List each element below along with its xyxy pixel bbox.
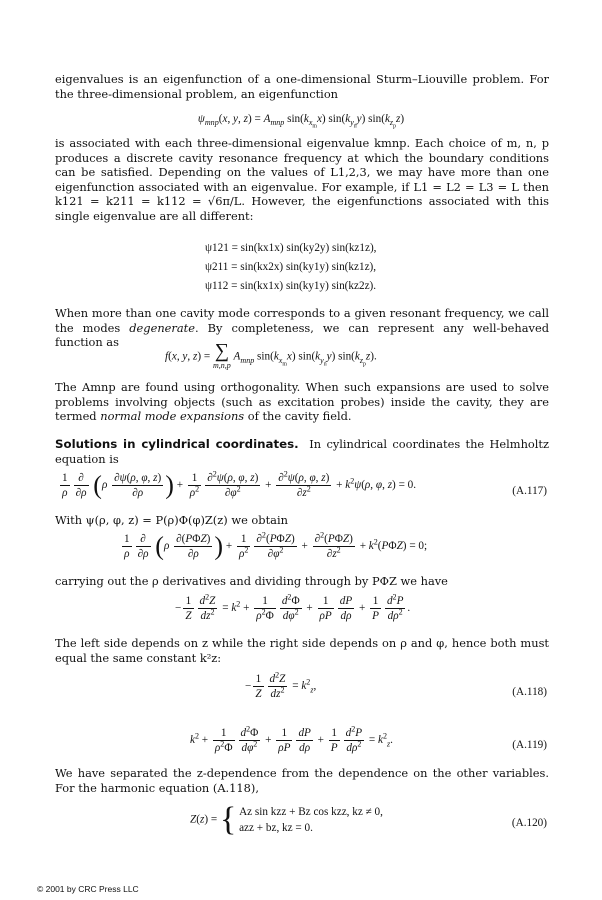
paragraph-carrying-out: carrying out the ρ derivatives and dividing through by PΦZ we have xyxy=(55,574,448,588)
paragraph-orthogonality xyxy=(55,380,549,424)
equation-case-2: azz + bz, kz = 0. xyxy=(239,822,313,834)
equation-divided: − $\frac{1}{Z}$ $\frac{d^2Z}{dz^2}$ = $k^2$ + $\frac{1}{\rho^2\Phi}$ $\frac{d^2\Phi}{d\varphi^2}$ + $\frac{1}{\rho P}$ $\frac{dP}{d\rho}$ + $\frac{1}{P}$ $\frac{d^2P}{d\rho^2}$ . xyxy=(175,592,411,622)
term-normal-mode-expansions: normal mode expansions xyxy=(100,409,245,424)
equation-helmholtz: $\frac{1}{\rho}$ $\frac{\partial}{\partial\rho}$ (ρ $\frac{\partial\psi(\rho, \varphi, z)}{\partial\rho}$ ) + $\frac{1}{\rho^2}$ $\frac{\partial^2\psi(\rho, \varphi, z)}{\partial\varphi^2}$ + $\frac{\partial^2\psi(\rho, \varphi, z)}{\partial z^2}$ + $k^2\psi(\rho$, φ, z) = 0. xyxy=(62,469,417,500)
paragraph-intro: eigenvalues is an eigenfunction of a one-dimensional Sturm–Liouville problem. For the three-dimensional problem, an eigenfunction xyxy=(55,72,549,101)
paragraph-cylindrical-text: In cylindrical coordinates the Helmholtz equation is xyxy=(55,437,550,466)
paragraph-orthogonality-part2: of the cavity field. xyxy=(247,409,352,424)
summation-limits: m,n,p xyxy=(212,361,231,370)
paragraph-separation: With ψ(ρ, φ, z) = P(ρ)Φ(φ)Z(z) we obtain xyxy=(55,513,288,527)
equation-number-a119: (A.119) xyxy=(512,739,547,751)
equation-cases xyxy=(239,804,383,836)
equation-a120: Z(z) = { Az sin kzz + Bz cos kzz, kz ≠ 0, azz + bz, kz = 0. xyxy=(190,801,383,838)
paragraph-degenerate-part2: . By completeness, we can represent any well-behaved function as xyxy=(55,320,550,350)
equation-psi-112: ψ112 = sin(kx1x) sin(ky1y) sin(kz2z). xyxy=(205,280,377,292)
paragraph-harmonic: We have separated the z-dependence from the dependence on the other variables. For the harmonic equation (A.118), xyxy=(55,766,549,795)
copyright-footer: © 2001 by CRC Press LLC xyxy=(37,884,139,894)
equation-number-a118: (A.118) xyxy=(512,686,547,698)
equation-separated: $\frac{1}{\rho}$ $\frac{\partial}{\partial\rho}$ (ρ $\frac{\text{∂(PΦZ)}}{\partial\rho}$ ) + $\frac{1}{\rho^2}$ $\frac{\partial^2(P\Phi Z)}{\partial\varphi^2}$ + $\frac{\partial^2(P\Phi Z)}{\partial z^2}$ + $k^2(P\Phi Z) = 0$; xyxy=(124,530,428,561)
summation-symbol: ∑ m,n,p xyxy=(212,340,231,370)
equation-case-1: Az sin kzz + Bz cos kzz, kz ≠ 0, xyxy=(239,806,383,818)
equation-psi-211: ψ211 = sin(kx2x) sin(ky1y) sin(kz1z), xyxy=(205,261,377,273)
section-heading: Solutions in cylindrical coordinates. xyxy=(55,437,299,451)
equation-a119: $k^2$ + $\frac{1}{\rho^2\Phi}$ $\frac{d^2\Phi}{d\varphi^2}$ + $\frac{1}{\rho P}$ $\frac{dP}{d\rho}$ + $\frac{1}{P}$ $\frac{d^2P}{d\rho^2}$ = $k^2_z$. xyxy=(190,724,393,754)
paragraph-eigenvalue: is associated with each three-dimensional eigenvalue kmnp. Each choice of m, n, p produces a discrete cavity resonance frequency at which the boundary conditions can be satisfied. Depending on the values of L1,2,3, we may have more than one eigenfunction associated with an eigenvalue. For example, if L1 = L2 = L3 = L then k121 = k211 = k112 = √6π/L. However, the eigenfunctions associated with this single eigenvalue are all different: xyxy=(55,136,549,223)
equation-a118: − $\frac{1}{Z}$ $\frac{d^2Z}{dz^2}$ = $k^2_z$, xyxy=(245,670,317,700)
equation-psi-mnp: $\psi_{mnp}(x$, y, $z) = A_{mnp}$ $\sin(k_{x_m}x)$ $\sin(k_{y_n}y)$ $\sin(k_{z_p}z)$ xyxy=(197,113,405,130)
equation-number-a117: (A.117) xyxy=(512,485,547,497)
equation-psi-121: ψ121 = sin(kx1x) sin(ky2y) sin(kz1z), xyxy=(205,242,377,254)
paragraph-degenerate-part1: When more than one cavity mode corresponds to a given resonant frequency, we call the modes xyxy=(55,306,549,335)
term-degenerate: degenerate xyxy=(129,320,195,335)
equation-expansion: f(x, y, z) = ∑ m,n,p $A_{mnp}$ $\sin(k_{x_m}x)$ $\sin(k_{y_n}y)$ $\sin(k_{z_p}z)$. xyxy=(165,340,377,370)
paragraph-cylindrical xyxy=(55,437,549,466)
paragraph-orthogonality-part1: The Amnp are found using orthogonality. When such expansions are used to solve problems involving objects (such as excitation probes) inside the cavity, they are termed xyxy=(55,380,549,424)
paragraph-left-side: The left side depends on z while the right side depends on ρ and φ, hence both must equal the same constant k²z: xyxy=(55,636,549,665)
equation-number-a120: (A.120) xyxy=(511,817,547,829)
